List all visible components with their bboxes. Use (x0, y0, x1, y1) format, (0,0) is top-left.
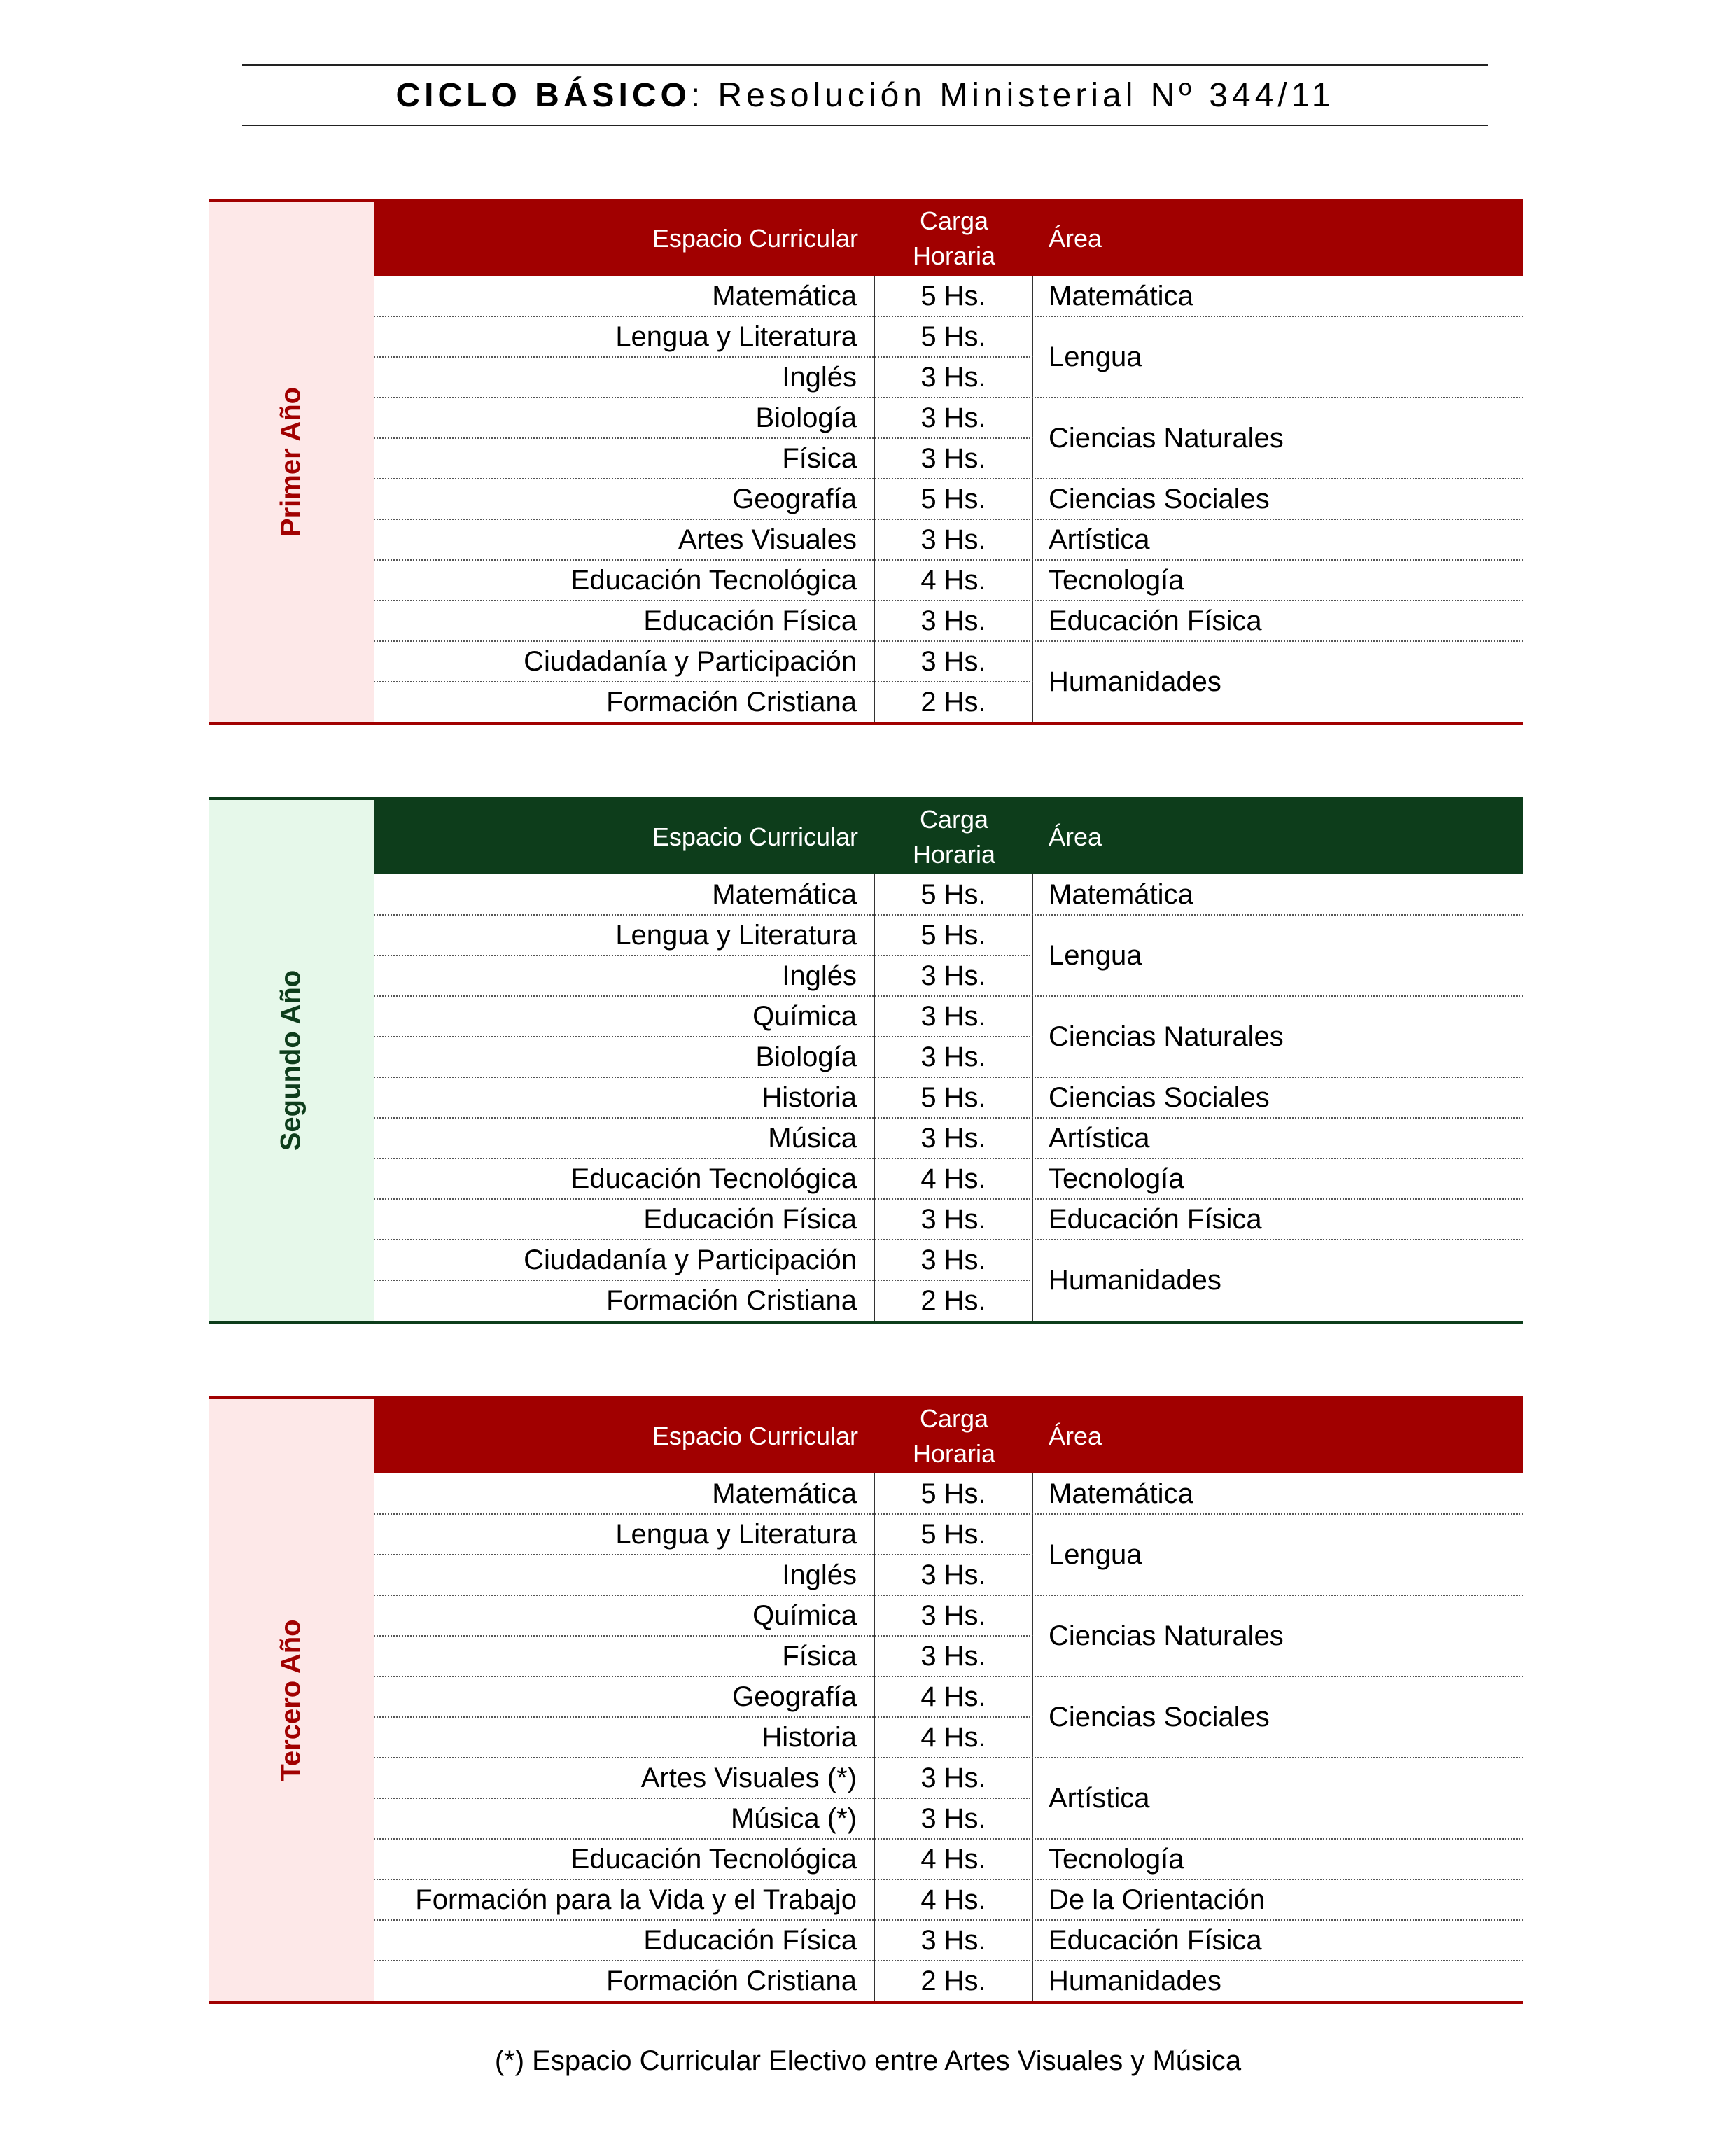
area-cell: Matemática (1049, 280, 1194, 311)
header-carga-line2: Horaria (912, 241, 996, 270)
carga-cell: 3 Hs. (875, 357, 1033, 398)
espacio-cell: Química (374, 996, 875, 1037)
bottom-rule (209, 722, 1523, 725)
area-cell: Lengua (1049, 1539, 1142, 1570)
header-carga-line1: Carga (919, 206, 989, 235)
carga-cell: 2 Hs. (875, 1961, 1033, 2001)
carga-cell: 4 Hs. (875, 1879, 1033, 1920)
espacio-cell: Ciudadanía y Participación (374, 1240, 875, 1280)
carga-cell: 3 Hs. (875, 996, 1033, 1037)
area-cell: Humanidades (1049, 1965, 1222, 1996)
carga-cell: 3 Hs. (875, 1758, 1033, 1798)
header-carga (875, 202, 1033, 276)
espacio-cell: Geografía (374, 479, 875, 519)
espacio-cell: Física (374, 1636, 875, 1676)
carga-cell: 5 Hs. (875, 479, 1033, 519)
espacio-cell: Inglés (374, 357, 875, 398)
header-area: Área (1049, 1422, 1102, 1450)
carga-cell: 4 Hs. (875, 1158, 1033, 1199)
carga-cell: 3 Hs. (875, 955, 1033, 996)
table-header (374, 202, 1523, 276)
carga-cell: 3 Hs. (875, 1636, 1033, 1676)
espacio-cell: Educación Física (374, 1920, 875, 1961)
year-label: Segundo Año (275, 969, 307, 1151)
carga-cell: 3 Hs. (875, 1240, 1033, 1280)
espacio-cell: Educación Tecnológica (374, 1839, 875, 1879)
bottom-rule (209, 1321, 1523, 1324)
espacio-cell: Formación para la Vida y el Trabajo (374, 1879, 875, 1920)
espacio-cell: Lengua y Literatura (374, 316, 875, 357)
area-cell: Humanidades (1049, 666, 1222, 697)
carga-cell: 3 Hs. (875, 641, 1033, 682)
espacio-cell: Formación Cristiana (374, 1961, 875, 2001)
curriculum-table (374, 800, 1523, 1321)
header-carga-line2: Horaria (912, 1439, 996, 1468)
header-carga-line1: Carga (919, 1404, 989, 1433)
carga-cell: 3 Hs. (875, 519, 1033, 560)
carga-cell: 5 Hs. (875, 874, 1033, 915)
area-cell: Lengua (1049, 939, 1142, 971)
area-cell: Artística (1049, 1782, 1150, 1814)
area-cell: Matemática (1049, 878, 1194, 910)
carga-cell: 3 Hs. (875, 1037, 1033, 1077)
table-body (374, 1473, 1523, 2001)
year-block (209, 1396, 1523, 2001)
area-cell: Artística (1049, 1122, 1150, 1154)
espacio-cell: Artes Visuales (374, 519, 875, 560)
area-cell: Ciencias Sociales (1049, 1701, 1270, 1732)
carga-cell: 3 Hs. (875, 1595, 1033, 1636)
espacio-cell: Química (374, 1595, 875, 1636)
carga-cell: 3 Hs. (875, 398, 1033, 438)
area-cell: Artística (1049, 524, 1150, 555)
carga-cell: 3 Hs. (875, 1555, 1033, 1595)
espacio-cell: Ciudadanía y Participación (374, 641, 875, 682)
year-side-panel (209, 800, 374, 1321)
carga-cell: 3 Hs. (875, 601, 1033, 641)
table-body (374, 276, 1523, 722)
espacio-cell: Artes Visuales (*) (374, 1758, 875, 1798)
espacio-cell: Física (374, 438, 875, 479)
year-label: Tercero Año (275, 1619, 307, 1781)
header-espacio: Espacio Curricular (652, 822, 858, 851)
area-cell: Educación Física (1049, 1924, 1262, 1956)
footnote: (*) Espacio Curricular Electivo entre Artes Visuales y Música (494, 2045, 1242, 2076)
header-carga (875, 800, 1033, 874)
table-header (374, 800, 1523, 874)
area-cell: Tecnología (1049, 564, 1184, 596)
header-espacio: Espacio Curricular (652, 1422, 858, 1450)
table-header (374, 1399, 1523, 1473)
header-carga (875, 1399, 1033, 1473)
area-cell: Humanidades (1049, 1264, 1222, 1296)
header-carga-line2: Horaria (912, 840, 996, 869)
area-cell: Ciencias Naturales (1049, 422, 1284, 454)
carga-cell: 5 Hs. (875, 276, 1033, 316)
espacio-cell: Historia (374, 1077, 875, 1118)
area-cell: Tecnología (1049, 1843, 1184, 1875)
carga-cell: 5 Hs. (875, 1514, 1033, 1555)
carga-cell: 4 Hs. (875, 1676, 1033, 1717)
area-cell: Ciencias Sociales (1049, 483, 1270, 514)
espacio-cell: Educación Física (374, 1199, 875, 1240)
area-cell: Educación Física (1049, 1203, 1262, 1235)
espacio-cell: Música (*) (374, 1798, 875, 1839)
carga-cell: 4 Hs. (875, 1839, 1033, 1879)
carga-cell: 3 Hs. (875, 1199, 1033, 1240)
carga-cell: 3 Hs. (875, 1920, 1033, 1961)
area-cell: Lengua (1049, 341, 1142, 372)
espacio-cell: Biología (374, 398, 875, 438)
espacio-cell: Educación Tecnológica (374, 560, 875, 601)
table-body (374, 874, 1523, 1321)
espacio-cell: Formación Cristiana (374, 682, 875, 722)
espacio-cell: Matemática (374, 874, 875, 915)
carga-cell: 4 Hs. (875, 1717, 1033, 1758)
area-cell: Ciencias Naturales (1049, 1620, 1284, 1651)
espacio-cell: Música (374, 1118, 875, 1158)
espacio-cell: Educación Tecnológica (374, 1158, 875, 1199)
carga-cell: 3 Hs. (875, 1798, 1033, 1839)
year-side-panel (209, 1399, 374, 2001)
carga-cell: 5 Hs. (875, 1077, 1033, 1118)
espacio-cell: Inglés (374, 955, 875, 996)
year-label: Primer Año (275, 386, 307, 538)
espacio-cell: Educación Física (374, 601, 875, 641)
year-block (209, 199, 1523, 722)
document-title (242, 64, 1488, 126)
carga-cell: 3 Hs. (875, 1118, 1033, 1158)
title-bold: CICLO BÁSICO (396, 76, 691, 114)
carga-cell: 2 Hs. (875, 1280, 1033, 1321)
espacio-cell: Inglés (374, 1555, 875, 1595)
carga-cell: 5 Hs. (875, 915, 1033, 955)
curriculum-table (374, 202, 1523, 722)
espacio-cell: Matemática (374, 1473, 875, 1514)
header-area: Área (1049, 822, 1102, 851)
carga-cell: 4 Hs. (875, 560, 1033, 601)
espacio-cell: Historia (374, 1717, 875, 1758)
year-side-panel (209, 202, 374, 722)
area-cell: Ciencias Naturales (1049, 1021, 1284, 1052)
header-area: Área (1049, 224, 1102, 253)
curriculum-table (374, 1399, 1523, 2001)
espacio-cell: Biología (374, 1037, 875, 1077)
carga-cell: 5 Hs. (875, 1473, 1033, 1514)
espacio-cell: Geografía (374, 1676, 875, 1717)
espacio-cell: Matemática (374, 276, 875, 316)
area-cell: De la Orientación (1049, 1884, 1266, 1915)
bottom-rule (209, 2001, 1523, 2004)
area-cell: Tecnología (1049, 1163, 1184, 1194)
carga-cell: 2 Hs. (875, 682, 1033, 722)
title-rest: : Resolución Ministerial Nº 344/11 (690, 76, 1335, 114)
header-espacio: Espacio Curricular (652, 224, 858, 253)
header-carga-line1: Carga (919, 805, 989, 834)
espacio-cell: Formación Cristiana (374, 1280, 875, 1321)
area-cell: Matemática (1049, 1478, 1194, 1509)
year-block (209, 797, 1523, 1321)
espacio-cell: Lengua y Literatura (374, 915, 875, 955)
carga-cell: 5 Hs. (875, 316, 1033, 357)
espacio-cell: Lengua y Literatura (374, 1514, 875, 1555)
area-cell: Ciencias Sociales (1049, 1081, 1270, 1113)
carga-cell: 3 Hs. (875, 438, 1033, 479)
area-cell: Educación Física (1049, 605, 1262, 636)
